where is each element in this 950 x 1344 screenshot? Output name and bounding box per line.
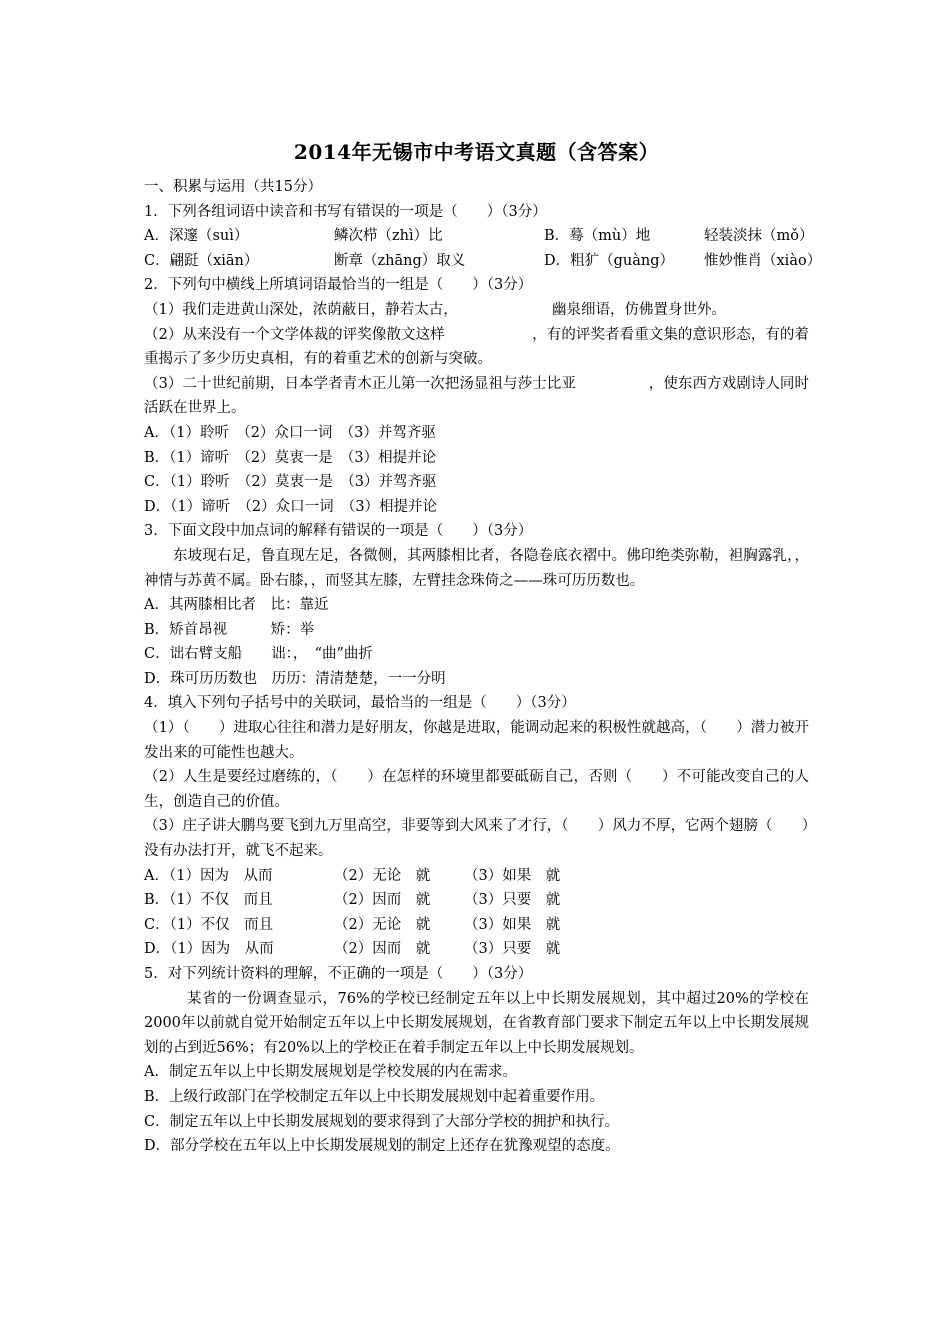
question-3-option-a: A．其两膝相比者 比：靠近 bbox=[144, 597, 329, 614]
option-c-part3: （3）如果 就 bbox=[464, 916, 561, 933]
option-a-part2: （2）无论 就 bbox=[334, 867, 431, 884]
option-a-word2: 鳞次栉（zhì）比 bbox=[334, 228, 443, 245]
question-5-stem: 5．对下列统计资料的理解，不正确的一项是（ ）（3分） bbox=[144, 966, 533, 982]
option-c-word1: C．翩跹（xiān） bbox=[144, 252, 259, 269]
question-3-option-d: D．珠可历历数也 历历：清清楚楚，一一分明 bbox=[144, 670, 446, 687]
question-2-option-c: C．（1）聆听 （2）莫衷一是 （3）并驾齐驱 bbox=[144, 474, 437, 491]
question-1-options-cd bbox=[144, 249, 822, 274]
page-title: 2014年无锡市中考语文真题（含答案） bbox=[293, 140, 660, 164]
question-4-option-c bbox=[144, 913, 809, 938]
question-1-stem: 1．下列各组词语中读音和书写有错误的一项是（ ）（3分） bbox=[144, 203, 547, 220]
option-b-word1: B．蓦（mù）地 bbox=[544, 228, 651, 245]
question-1-options-ab bbox=[144, 224, 814, 249]
option-b-part1: B．（1）不仅 而且 bbox=[144, 892, 273, 909]
question-2-option-a: A．（1）聆听 （2）众口一词 （3）并驾齐驱 bbox=[144, 424, 436, 441]
option-d-word2: 惟妙惟肖（xiào） bbox=[704, 252, 822, 269]
option-b-part2: （2）因而 就 bbox=[334, 892, 431, 909]
question-2-option-d: D．（1）谛听 （2）众口一词 （3）相提并论 bbox=[144, 498, 438, 515]
option-a-part1: A．（1）因为 从而 bbox=[144, 867, 273, 884]
question-4-sentence-1: （1）（ ）进取心往往和潜力是好朋友，你越是进取，能调动起来的积极性就越高，（ ）潜力被开发出来的可能性也越大。 bbox=[144, 720, 809, 761]
question-5-option-c: C．制定五年以上中长期发展规划的要求得到了大部分学校的拥护和执行。 bbox=[144, 1113, 620, 1130]
option-b-word2: 轻装淡抹（mǒ） bbox=[704, 228, 814, 245]
question-5-option-a: A．制定五年以上中长期发展规划是学校发展的内在需求。 bbox=[144, 1064, 517, 1081]
question-5-option-b: B．上级行政部门在学校制定五年以上中长期发展规划中起着重要作用。 bbox=[144, 1088, 605, 1105]
option-d-part1: D．（1）因为 从而 bbox=[144, 941, 274, 958]
question-4-sentence-3: （3）庄子讲大鹏鸟要飞到九万里高空，非要等到大风来了才行，（ ）风力不厚，它两个翅膀（ ）没有办法打开，就飞不起来。 bbox=[144, 818, 809, 860]
question-2-sentence-2: （2）从来没有一个文学体裁的评奖像散文这样 ，有的评奖者看重文集的意识形态，有的着重揭示了多少历史真相，有的着重艺术的创新与突破。 bbox=[144, 326, 809, 368]
question-3-stem: 3．下面文段中加点词的解释有错误的一项是（ ）（3分） bbox=[144, 523, 533, 540]
question-4-option-b bbox=[144, 888, 809, 913]
option-a-word1: A．深邃（suì） bbox=[144, 228, 249, 245]
question-2-sentence-1: （1）我们走进黄山深处，浓荫蔽日，静若太古， 幽泉细语，仿佛置身世外。 bbox=[144, 301, 726, 318]
question-4-option-d bbox=[144, 937, 809, 962]
question-2-sentence-3: （3）二十世纪前期，日本学者青木正儿第一次把汤显祖与莎士比亚 ，使东西方戏剧诗人同时活跃在世界上。 bbox=[144, 375, 809, 417]
section-heading: 一、积累与运用（共15分） bbox=[144, 179, 322, 195]
question-4-sentence-2: （2）人生是要经过磨练的，（ ）在怎样的环境里都要砥砺自己，否则（ ）不可能改变自己的人生，创造自己的价值。 bbox=[144, 769, 809, 810]
question-3-option-b: B．矫首昂视 矫：举 bbox=[144, 621, 315, 638]
question-5-passage: 某省的一份调查显示，76%的学校已经制定五年以上中长期发展规划，其中超过20%的学校在2000年以前就自觉开始制定五年以上中长期发展规划，在省教育部门要求下制定五年以上中长期发展规划的占到近56%；有20%以上的学校正在着手制定五年以上中长期发展规划。 bbox=[144, 990, 809, 1056]
question-3-option-c: C．诎右臂支船 诎：， “曲”曲折 bbox=[144, 646, 373, 663]
question-2-option-b: B．（1）谛听 （2）莫衷一是 （3）相提并论 bbox=[144, 449, 437, 466]
option-d-part2: （2）因而 就 bbox=[334, 941, 431, 958]
option-d-part3: （3）只要 就 bbox=[464, 941, 561, 958]
option-a-part3: （3）如果 就 bbox=[464, 867, 561, 884]
option-b-part3: （3）只要 就 bbox=[464, 892, 561, 909]
option-c-part2: （2）无论 就 bbox=[334, 916, 431, 933]
question-3-passage: 东坡现右足，鲁直现左足，各微侧，其两膝相比者，各隐卷底衣褶中。佛印绝类弥勒，袒胸露乳，，神情与苏黄不属。卧右膝，，而竖其左膝，左臂挂念珠倚之——珠可历历数也。 bbox=[144, 547, 809, 589]
option-c-word2: 断章（zhāng）取义 bbox=[334, 252, 466, 269]
question-5-option-d: D．部分学校在五年以上中长期发展规划的制定上还存在犹豫观望的态度。 bbox=[144, 1138, 620, 1155]
question-4-option-a bbox=[144, 864, 809, 889]
question-4-stem: 4．填入下列句子括号中的关联词，最恰当的一组是（ ）（3分） bbox=[144, 695, 576, 712]
document-body bbox=[144, 175, 822, 1159]
option-c-part1: C．（1）不仅 而且 bbox=[144, 916, 274, 933]
question-2-stem: 2．下列句中横线上所填词语最恰当的一组是（ ）（3分） bbox=[144, 277, 533, 294]
option-d-word1: D．粗犷（guàng） bbox=[544, 252, 675, 269]
